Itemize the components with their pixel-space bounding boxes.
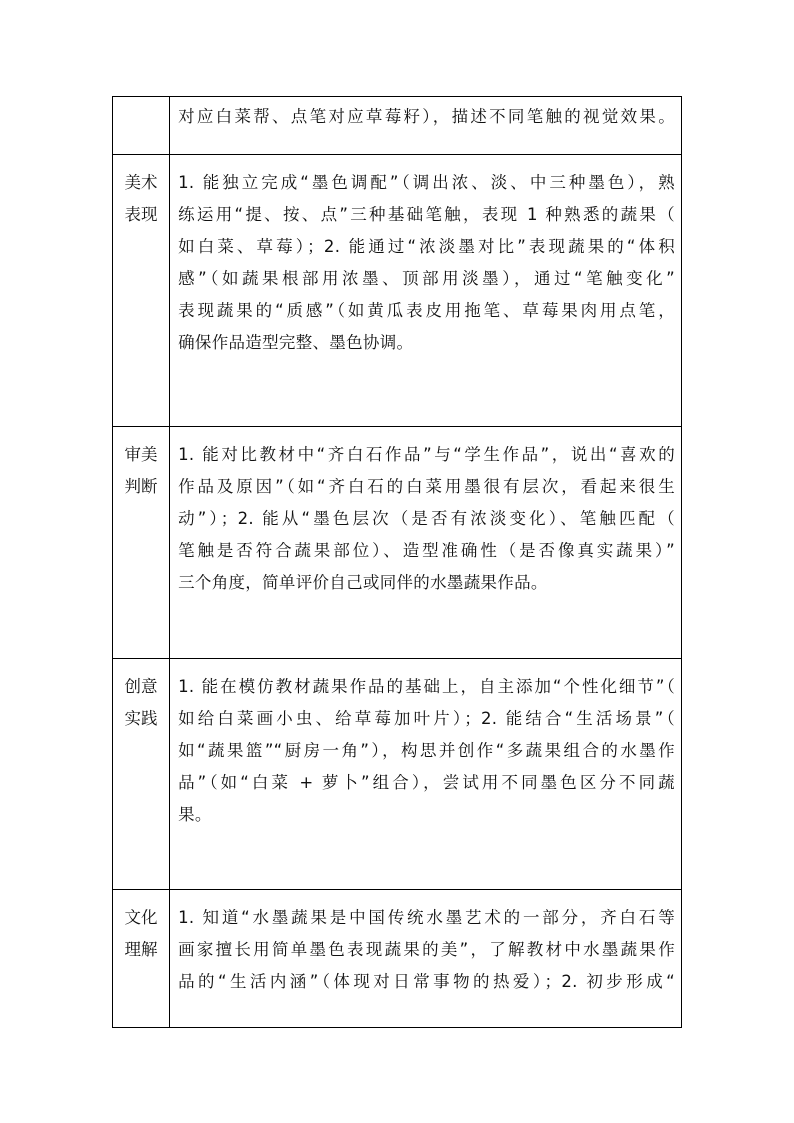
table-row-creative-practice xyxy=(113,659,682,890)
dimension-label-line: 实践 xyxy=(124,709,158,728)
description-line: 练运用“提、按、点”三种基础笔触，表现 1 种熟悉的蔬果（ xyxy=(178,205,675,224)
description-cell xyxy=(170,890,682,1028)
dimension-label-line: 审美 xyxy=(124,445,158,464)
description-line: 1. 知道“水墨蔬果是中国传统水墨艺术的一部分，齐白石等 xyxy=(178,908,675,927)
description-line: 如白菜、草莓）；2. 能通过“浓淡墨对比”表现蔬果的“体积 xyxy=(178,237,675,256)
evaluation-table xyxy=(112,96,682,1028)
dimension-label-line: 美术 xyxy=(124,173,158,192)
dimension-label-cell xyxy=(113,97,170,155)
description-line: 品的“生活内涵”（体现对日常事物的热爱）；2. 初步形成“ xyxy=(178,972,675,991)
dimension-label-cell xyxy=(113,427,170,659)
description-cell xyxy=(170,155,682,427)
description-line: 1. 能在模仿教材蔬果作品的基础上，自主添加“个性化细节”（ xyxy=(178,677,675,696)
table-row-cultural-understanding xyxy=(113,890,682,1028)
dimension-label-cell xyxy=(113,155,170,427)
description-line: 确保作品造型完整、墨色协调。 xyxy=(178,333,414,352)
description-line: 三个角度，简单评价自己或同伴的水墨蔬果作品。 xyxy=(178,573,548,592)
description-cell xyxy=(170,659,682,890)
description-line: 笔触是否符合蔬果部位）、造型准确性（是否像真实蔬果）” xyxy=(178,541,675,560)
description-line: 如“蔬果篮”“厨房一角”），构思并创作“多蔬果组合的水墨作 xyxy=(178,741,675,760)
description-line: 作品及原因”（如“齐白石的白菜用墨很有层次，看起来很生 xyxy=(178,477,675,496)
dimension-label-line: 表现 xyxy=(124,205,158,224)
description-line: 1. 能独立完成“墨色调配”（调出浓、淡、中三种墨色），熟 xyxy=(178,173,675,192)
dimension-label-line: 判断 xyxy=(124,477,158,496)
description-cell xyxy=(170,97,682,155)
description-line: 表现蔬果的“质感”（如黄瓜表皮用拖笔、草莓果肉用点笔， xyxy=(178,301,675,320)
dimension-label-cell xyxy=(113,659,170,890)
description-line: 画家擅长用简单墨色表现蔬果的美”，了解教材中水墨蔬果作 xyxy=(178,940,675,959)
dimension-label-line: 文化 xyxy=(124,908,158,927)
dimension-label-line: 创意 xyxy=(124,677,158,696)
description-line: 如给白菜画小虫、给草莓加叶片）；2. 能结合“生活场景”（ xyxy=(178,709,675,728)
dimension-label-cell xyxy=(113,890,170,1028)
description-line: 果。 xyxy=(178,805,212,824)
table-row-art-expression xyxy=(113,155,682,427)
description-cell xyxy=(170,427,682,659)
description-line: 动”）；2. 能从“墨色层次（是否有浓淡变化）、笔触匹配（ xyxy=(178,509,675,528)
table-row-aesthetic-judgment xyxy=(113,427,682,659)
description-line: 品”（如“白菜 + 萝卜”组合），尝试用不同墨色区分不同蔬 xyxy=(178,773,675,792)
description-line: 1. 能对比教材中“齐白石作品”与“学生作品”，说出“喜欢的 xyxy=(178,445,675,464)
table-row-continued xyxy=(113,97,682,155)
description-line: 对应白菜帮、点笔对应草莓籽），描述不同笔触的视觉效果。 xyxy=(178,107,675,126)
description-line: 感”（如蔬果根部用浓墨、顶部用淡墨），通过“笔触变化” xyxy=(178,269,675,288)
dimension-label-line: 理解 xyxy=(124,940,158,959)
